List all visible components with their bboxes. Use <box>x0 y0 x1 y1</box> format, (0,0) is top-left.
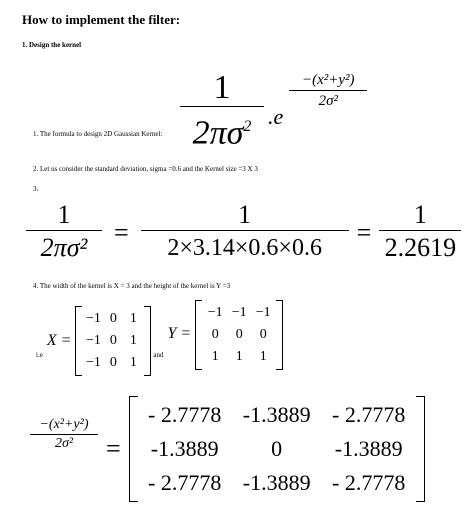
section-heading: 1. Design the kernel <box>22 41 82 49</box>
y-matrix-label: Y = <box>167 325 192 342</box>
y-matrix-cell: 1 <box>259 349 267 364</box>
y-matrix-cell: −1 <box>255 305 271 320</box>
y-matrix-cell: 0 <box>259 327 267 342</box>
x-matrix-cell: 1 <box>129 333 137 348</box>
y-matrix-cell: 0 <box>211 327 219 342</box>
calc-mid-numerator: 1 <box>238 200 252 229</box>
y-matrix-cell: 1 <box>235 349 243 364</box>
exponent-numerator: −(x²+y²) <box>301 72 355 89</box>
y-matrix-cell: −1 <box>231 305 247 320</box>
x-matrix-cell: 1 <box>129 311 137 326</box>
ie-label: i.e <box>36 351 43 359</box>
x-matrix-cell: 0 <box>109 355 117 370</box>
result-matrix-cell: -1.3889 <box>242 470 311 495</box>
formula-denominator-exp: 2 <box>243 118 252 135</box>
result-matrix-cell: -1.3889 <box>150 436 219 461</box>
exponential-e: .e <box>268 103 284 129</box>
gaussian-formula <box>180 70 367 153</box>
result-matrix-cell: -1.3889 <box>242 402 311 427</box>
y-matrix-cell: 0 <box>235 327 243 342</box>
step-2-text: 2. Let us consider the standard deviation, sigma =0.6 and the Kernel size =3 X 3 <box>33 165 258 173</box>
y-matrix <box>195 300 283 370</box>
page-title: How to implement the filter: <box>22 12 181 27</box>
result-lhs-denominator: 2σ² <box>54 435 74 451</box>
x-matrix-cell: −1 <box>85 333 101 348</box>
result-matrix <box>129 396 425 502</box>
kernel-matrices <box>36 306 283 376</box>
calc-rhs-denominator: 2.2619 <box>384 233 457 262</box>
x-matrix-cell: −1 <box>85 311 101 326</box>
result-matrix-cell: - 2.7778 <box>148 402 222 427</box>
calc-equals-2: = <box>356 217 372 247</box>
step-1-text: 1. The formula to design 2D Gaussian Kernel: <box>33 130 163 138</box>
result-matrix-cell: -1.3889 <box>334 436 403 461</box>
formula-denominator: 2πσ <box>192 114 244 152</box>
step-4-text: 4. The width of the kernel is X = 3 and the height of the kernel is Y =3 <box>33 282 231 290</box>
x-matrix-cell: 0 <box>109 333 117 348</box>
result-matrix-cell: 0 <box>271 436 283 461</box>
y-matrix-cell: 1 <box>211 349 219 364</box>
x-matrix-cell: −1 <box>85 355 101 370</box>
result-matrix-cell: - 2.7778 <box>148 470 222 495</box>
exponent-denominator: 2σ² <box>318 93 338 110</box>
result-matrix-cell: - 2.7778 <box>332 470 406 495</box>
result-matrix-cell: - 2.7778 <box>332 402 406 427</box>
and-label: and <box>153 351 164 359</box>
step-3-label: 3. <box>33 185 39 193</box>
calc-equals-1: = <box>114 217 129 247</box>
x-matrix-cell: 1 <box>129 355 137 370</box>
calc-lhs-numerator: 1 <box>57 200 71 229</box>
x-matrix-cell: 0 <box>109 311 117 326</box>
x-matrix-label: X = <box>46 332 72 349</box>
sigma-calculation <box>26 200 461 265</box>
calc-lhs-denominator: 2πσ² <box>40 233 88 262</box>
result-equation <box>30 396 425 502</box>
y-matrix-cell: −1 <box>207 305 223 320</box>
calc-mid-denominator: 2×3.14×0.6×0.6 <box>167 235 322 261</box>
x-matrix <box>75 306 151 376</box>
result-lhs-numerator: −(x²+y²) <box>39 416 89 432</box>
formula-numerator: 1 <box>213 69 231 106</box>
result-equals: = <box>106 434 121 463</box>
calc-rhs-numerator: 1 <box>413 200 427 229</box>
